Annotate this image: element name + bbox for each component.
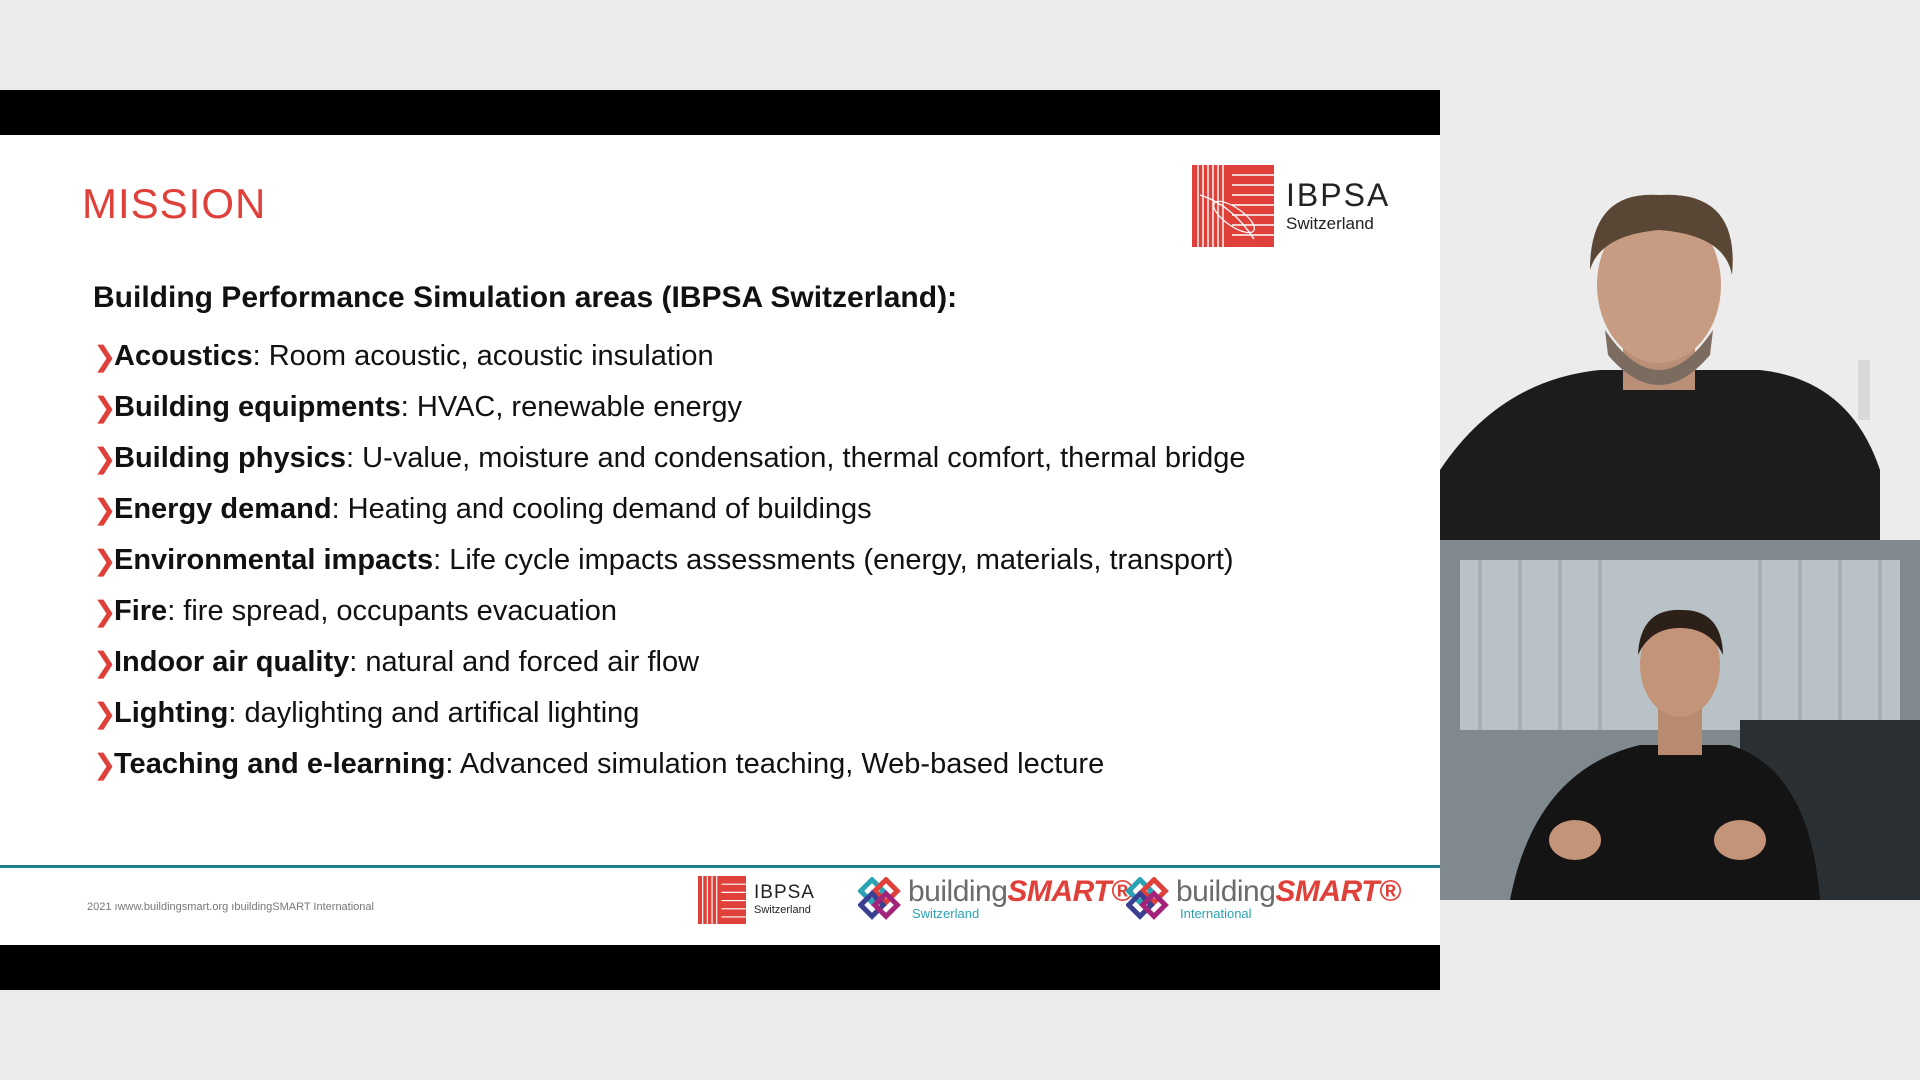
participant-video-frame [1440,540,1920,900]
bullet-description: : Advanced simulation teaching, Web-based lecture [445,748,1105,780]
bullet-description: : Room acoustic, acoustic insulation [252,340,714,372]
chevron-right-icon: ❯ [93,443,117,474]
bullet-term: Lighting [114,697,229,729]
bullet-description: : Heating and cooling demand of buildings [331,493,872,525]
bs-ch-smart: SMART [1007,875,1112,908]
bullet-item [93,484,1413,535]
participant-video-tile[interactable] [1440,180,1920,540]
bullet-term: Indoor air quality [114,646,350,678]
bullet-description: : natural and forced air flow [349,646,700,678]
bullet-description: : HVAC, renewable energy [400,391,742,423]
ibpsa-logo-mark [698,876,746,924]
bs-int-sub: International [1180,906,1252,921]
bullet-term: Teaching and e-learning [114,748,446,780]
slide-title: MISSION [82,180,267,227]
chevron-right-icon: ❯ [93,749,117,780]
bullet-item [93,688,1413,739]
chevron-right-icon: ❯ [93,647,117,678]
footer-ibpsa-sub: Switzerland [754,904,811,916]
buildingsmart-switzerland-logo [858,873,1133,925]
bullet-item [93,739,1413,790]
chevron-right-icon: ❯ [93,392,117,423]
bullet-description: : Life cycle impacts assessments (energy, materials, transport) [433,544,1234,576]
bullet-description: : U-value, moisture and condensation, thermal comfort, thermal bridge [346,442,1246,474]
ibpsa-logo [1192,165,1390,247]
bullet-item [93,382,1413,433]
bullet-item [93,586,1413,637]
buildingsmart-logo-mark [1126,877,1170,921]
chevron-right-icon: ❯ [93,494,117,525]
chevron-right-icon: ❯ [93,596,117,627]
footer-divider [0,865,1440,868]
bullet-description: : fire spread, occupants evacuation [167,595,617,627]
slide-heading: Building Performance Simulation areas (IBPSA Switzerland): [93,281,958,314]
bs-int-smart: SMART [1275,875,1380,908]
bullet-item [93,331,1413,382]
chevron-right-icon: ❯ [93,698,117,729]
slide-content [93,280,1413,790]
bullet-item [93,433,1413,484]
footer-ibpsa-logo [698,876,815,924]
footer-ibpsa-name: IBPSA [754,882,815,903]
bs-int-building: building [1176,875,1276,908]
bullet-term: Building equipments [114,391,401,423]
bs-ch-mark: ® [1111,875,1133,908]
ibpsa-logo-mark [1192,165,1274,247]
chevron-right-icon: ❯ [93,341,117,372]
buildingsmart-international-logo [1126,873,1401,925]
bullet-list [93,331,1413,790]
bullet-description: : daylighting and artifical lighting [228,697,640,729]
bs-ch-sub: Switzerland [912,906,980,921]
bullet-item [93,535,1413,586]
bullet-term: Acoustics [114,340,253,372]
bs-int-mark: ® [1379,875,1401,908]
presentation-slide [0,135,1440,945]
ibpsa-logo-sub: Switzerland [1286,214,1374,233]
ibpsa-logo-name: IBPSA [1286,177,1391,213]
bullet-term: Building physics [114,442,347,474]
bullet-term: Fire [114,595,168,627]
screen-share-area [0,90,1440,990]
buildingsmart-logo-mark [858,877,902,921]
bullet-term: Energy demand [114,493,332,525]
participant-video-tile[interactable] [1440,540,1920,900]
participant-video-frame [1440,180,1920,540]
bullet-item [93,637,1413,688]
footer-note: 2021 ıwww.buildingsmart.org ıbuildingSMART International [87,901,374,913]
bs-ch-building: building [908,875,1008,908]
chevron-right-icon: ❯ [93,545,117,576]
bullet-term: Environmental impacts [114,544,434,576]
